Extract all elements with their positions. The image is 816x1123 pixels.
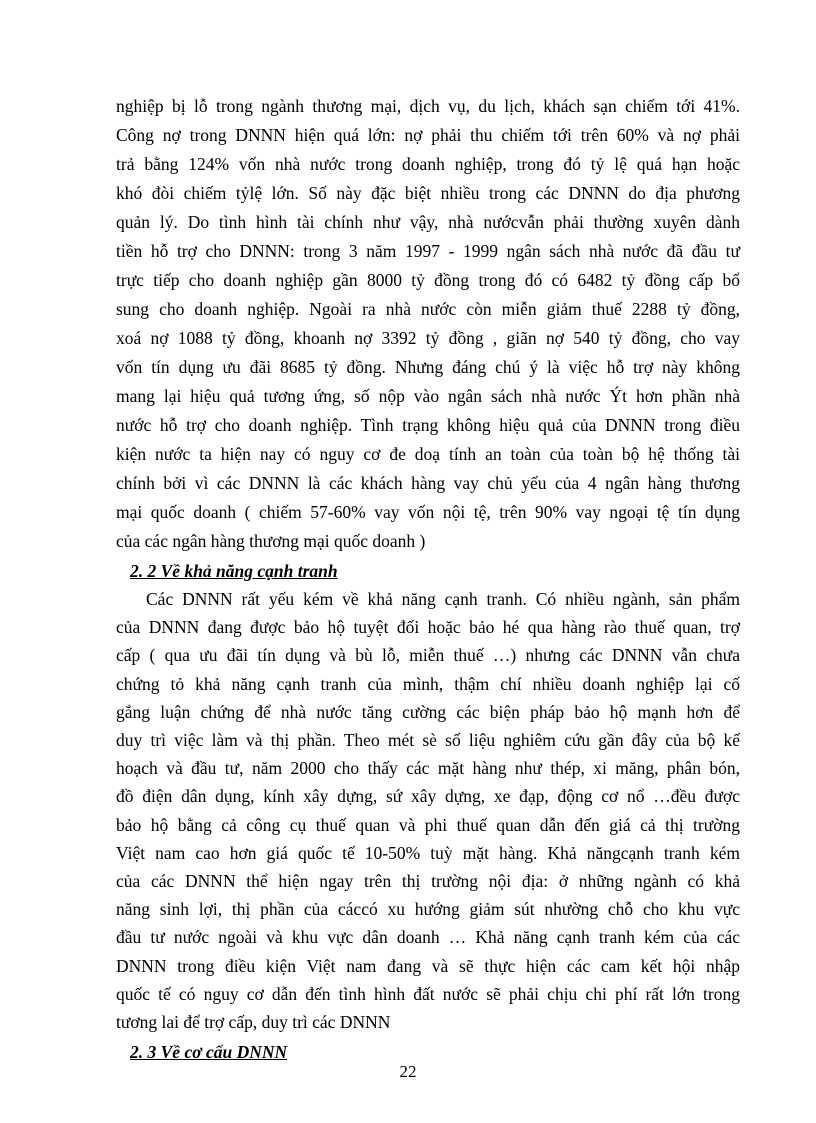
paragraph-line: hoạch và đầu tư, năm 2000 cho thấy các mặt hàng như thép, xi măng, phân bón,	[116, 758, 740, 779]
paragraph-line: xoá nợ 1088 tỷ đồng, khoanh nợ 3392 tỷ đồng , giãn nợ 540 tỷ đồng, cho vay	[116, 328, 740, 348]
paragraph-line: Các DNNN rất yếu kém về khả năng cạnh tranh. Có nhiều ngành, sản phẩm	[146, 589, 740, 609]
paragraph-line: duy trì việc làm và thị phần. Theo mét sè số liệu nghiêm cứu gần đây của bộ kế	[116, 730, 740, 750]
paragraph-line: kiện nước ta hiện nay có nguy cơ đe doạ tính an toàn của toàn bộ hệ thống tài	[116, 444, 740, 464]
paragraph-line: quốc tế có nguy cơ dẫn đến tình hình đất nước sẽ phải chịu chi phí rất lớn trong	[116, 983, 740, 1004]
paragraph-line: của các DNNN thể hiện ngay trên thị trường nội địa: ở những ngành có khả	[116, 871, 740, 891]
paragraph-line: DNNN trong điều kiện Việt nam đang và sẽ thực hiện các cam kết hội nhập	[116, 955, 740, 976]
paragraph-line: mang lại hiệu quả tương ứng, số nộp vào ngân sách nhà nước Ýt hơn phần nhà	[116, 386, 740, 406]
paragraph-line: sung cho doanh nghiệp. Ngoài ra nhà nước còn miễn giảm thuế 2288 tỷ đồng,	[116, 299, 740, 319]
page-number: 22	[399, 1062, 417, 1081]
paragraph-line: vốn tín dụng ưu đãi 8685 tỷ đồng. Nhưng đáng chú ý là việc hỗ trợ này không	[116, 357, 740, 377]
paragraph-line: Việt nam cao hơn giá quốc tế 10-50% tuỳ mặt hàng. Khả năngcạnh tranh kém	[116, 842, 740, 863]
paragraph-line: đầu tư nước ngoài và khu vực dân doanh … Khả năng cạnh tranh kém của các	[116, 927, 740, 948]
paragraph-line: Công nợ trong DNNN hiện quá lớn: nợ phải thu chiếm tới trên 60% và nợ phải	[116, 125, 740, 145]
paragraph-line: gắng luận chứng để nhà nước tăng cường các biện pháp bảo hộ mạnh hơn để	[116, 701, 740, 722]
paragraph-line: tương lai để trợ cấp, duy trì các DNNN	[116, 1012, 391, 1032]
paragraph-line: nghiệp bị lỗ trong ngành thương mại, dịch vụ, du lịch, khách sạn chiếm tới 41%.	[116, 96, 740, 116]
section-heading-competitiveness: 2. 2 Về khả năng cạnh tranh	[130, 561, 338, 581]
paragraph-line: khó đòi chiếm tỷlệ lớn. Số này đặc biệt nhiều trong các DNNN do địa phương	[116, 183, 740, 203]
paragraph-line: chứng tỏ khả năng cạnh tranh của mình, thậm chí nhiều doanh nghiệp lại cố	[116, 673, 740, 694]
paragraph-line: mại quốc doanh ( chiếm 57-60% vay vốn nội tệ, trên 90% vay ngoại tệ tín dụng	[116, 502, 740, 522]
paragraph-line: chính bởi vì các DNNN là các khách hàng vay chủ yếu của 4 ngân hàng thương	[116, 473, 740, 493]
paragraph-line: cấp ( qua ưu đãi tín dụng và bù lỗ, miễn thuế …) nhưng các DNNN vẫn chưa	[116, 645, 740, 666]
paragraph-line: của các ngân hàng thương mại quốc doanh )	[116, 531, 426, 551]
paragraph-line: trả bằng 124% vốn nhà nước trong doanh nghiệp, trong đó tỷ lệ quá hạn hoặc	[116, 154, 740, 174]
section-heading-structure: 2. 3 Về cơ cấu DNNN	[130, 1042, 288, 1062]
paragraph-line: của DNNN đang được bảo hộ tuyệt đối hoặc bảo hé qua hàng rào thuế quan, trợ	[116, 617, 740, 638]
paragraph-line: nước hỗ trợ cho doanh nghiệp. Tình trạng không hiệu quả của DNNN trong điều	[116, 415, 740, 435]
paragraph-line: đồ điện dân dụng, kính xây dựng, sứ xây dựng, xe đạp, động cơ nổ …đều được	[116, 786, 740, 807]
paragraph-line: bảo hộ bằng cả công cụ thuế quan và phi thuế quan dẫn đến giá cả thị trường	[116, 814, 740, 835]
paragraph-line: quản lý. Do tình hình tài chính như vậy, nhà nướcvẫn phải thường xuyên dành	[116, 212, 740, 232]
paragraph-line: năng sinh lợi, thị phần của cáccó xu hướng giảm sút nhường chỗ cho khu vực	[116, 899, 740, 920]
paragraph-line: tiền hỗ trợ cho DNNN: trong 3 năm 1997 - 1999 ngân sách nhà nước đã đầu tư	[116, 241, 740, 261]
paragraph-line: trực tiếp cho doanh nghiệp gần 8000 tỷ đồng trong đó có 6482 tỷ đồng cấp bổ	[116, 270, 740, 290]
